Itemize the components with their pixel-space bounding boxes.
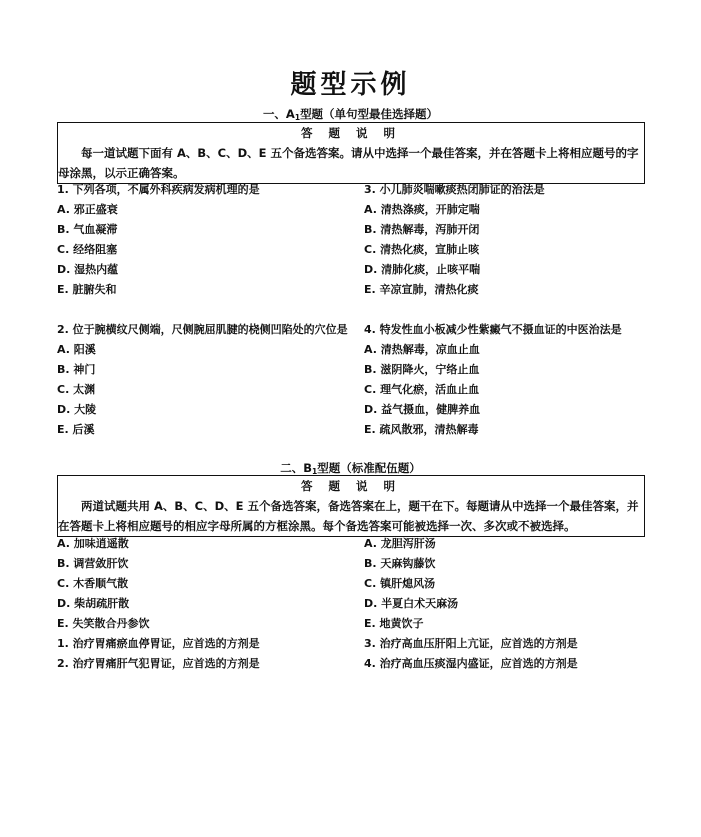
option: A. 清热解毒，凉血止血 (364, 343, 480, 356)
question-stem: 3. 小儿肺炎喘嗽痰热闭肺证的治法是 (364, 183, 545, 196)
option: E. 地黄饮子 (364, 617, 424, 630)
option: C. 清热化痰，宣肺止咳 (364, 243, 480, 256)
page-title: 题型示例 (290, 70, 411, 100)
option: B. 天麻钩藤饮 (364, 557, 436, 570)
section1-right-column (364, 180, 622, 440)
option: E. 疏风散邪，清热解毒 (364, 423, 479, 436)
question-stem: 4. 特发性血小板减少性紫癜气不摄血证的中医治法是 (364, 323, 622, 336)
option: B. 滋阴降火，宁络止血 (364, 363, 480, 376)
question-stem: 4. 治疗高血压痰湿内盛证，应首选的方剂是 (364, 657, 578, 670)
option: C. 经络阻塞 (57, 243, 118, 256)
section2-instructions-box (57, 475, 645, 537)
option: D. 清肺化痰，止咳平喘 (364, 263, 481, 276)
instructions-title: 答 题 说 明 (300, 126, 401, 140)
option: E. 辛凉宣肺，清热化痰 (364, 283, 479, 296)
option: A. 龙胆泻肝汤 (364, 537, 436, 550)
option: D. 湿热内蕴 (57, 263, 119, 276)
instructions-title: 答 题 说 明 (300, 479, 401, 493)
instructions-text: 两道试题共用 A、B、C、D、E 五个备选答案，备选答案在上，题干在下。每题请从中选择一个最佳答案，并在答题卡上将相应题号的相应字母所属的方框涂黑。每个备选答案可能被选择一次、多次或不被选择。 (58, 499, 639, 533)
option: D. 益气摄血，健脾养血 (364, 403, 481, 416)
question-stem: 2. 位于腕横纹尺侧端，尺侧腕屈肌腱的桡侧凹陷处的穴位是 (57, 323, 348, 336)
question-stem: 1. 下列各项，不属外科疾病发病机理的是 (57, 183, 260, 196)
section1-instructions-box (57, 122, 645, 184)
option: A. 加味逍遥散 (57, 537, 129, 550)
option: C. 镇肝熄风汤 (364, 577, 436, 590)
section2-heading: 二、B1型题（标准配伍题） (280, 461, 421, 476)
option: A. 邪正盛衰 (57, 203, 118, 216)
option: D. 柴胡疏肝散 (57, 597, 130, 610)
option: C. 木香顺气散 (57, 577, 129, 590)
question-stem: 1. 治疗胃痛瘀血停胃证，应首选的方剂是 (57, 637, 260, 650)
option: A. 阳溪 (57, 343, 96, 356)
option: E. 失笑散合丹参饮 (57, 617, 150, 630)
option: C. 太渊 (57, 383, 96, 396)
option: B. 调营敛肝饮 (57, 557, 129, 570)
option: D. 半夏白术天麻汤 (364, 597, 459, 610)
option: E. 脏腑失和 (57, 283, 117, 296)
option: B. 气血凝滞 (57, 223, 118, 236)
section2-right-column (364, 534, 578, 674)
option: A. 清热涤痰，开肺定喘 (364, 203, 480, 216)
option: B. 清热解毒，泻肺开闭 (364, 223, 480, 236)
option: E. 后溪 (57, 423, 95, 436)
section2-left-column (57, 534, 260, 674)
question-stem: 2. 治疗胃痛肝气犯胃证，应首选的方剂是 (57, 657, 260, 670)
option: C. 理气化瘀，活血止血 (364, 383, 480, 396)
option: D. 大陵 (57, 403, 97, 416)
section1-heading: 一、A1型题（单句型最佳选择题） (262, 107, 439, 122)
instructions-text: 每一道试题下面有 A、B、C、D、E 五个备选答案。请从中选择一个最佳答案，并在答题卡上将相应题号的字母涂黑，以示正确答案。 (58, 146, 639, 180)
section1-left-column (57, 180, 348, 440)
option: B. 神门 (57, 363, 96, 376)
question-stem: 3. 治疗高血压肝阳上亢证，应首选的方剂是 (364, 637, 578, 650)
